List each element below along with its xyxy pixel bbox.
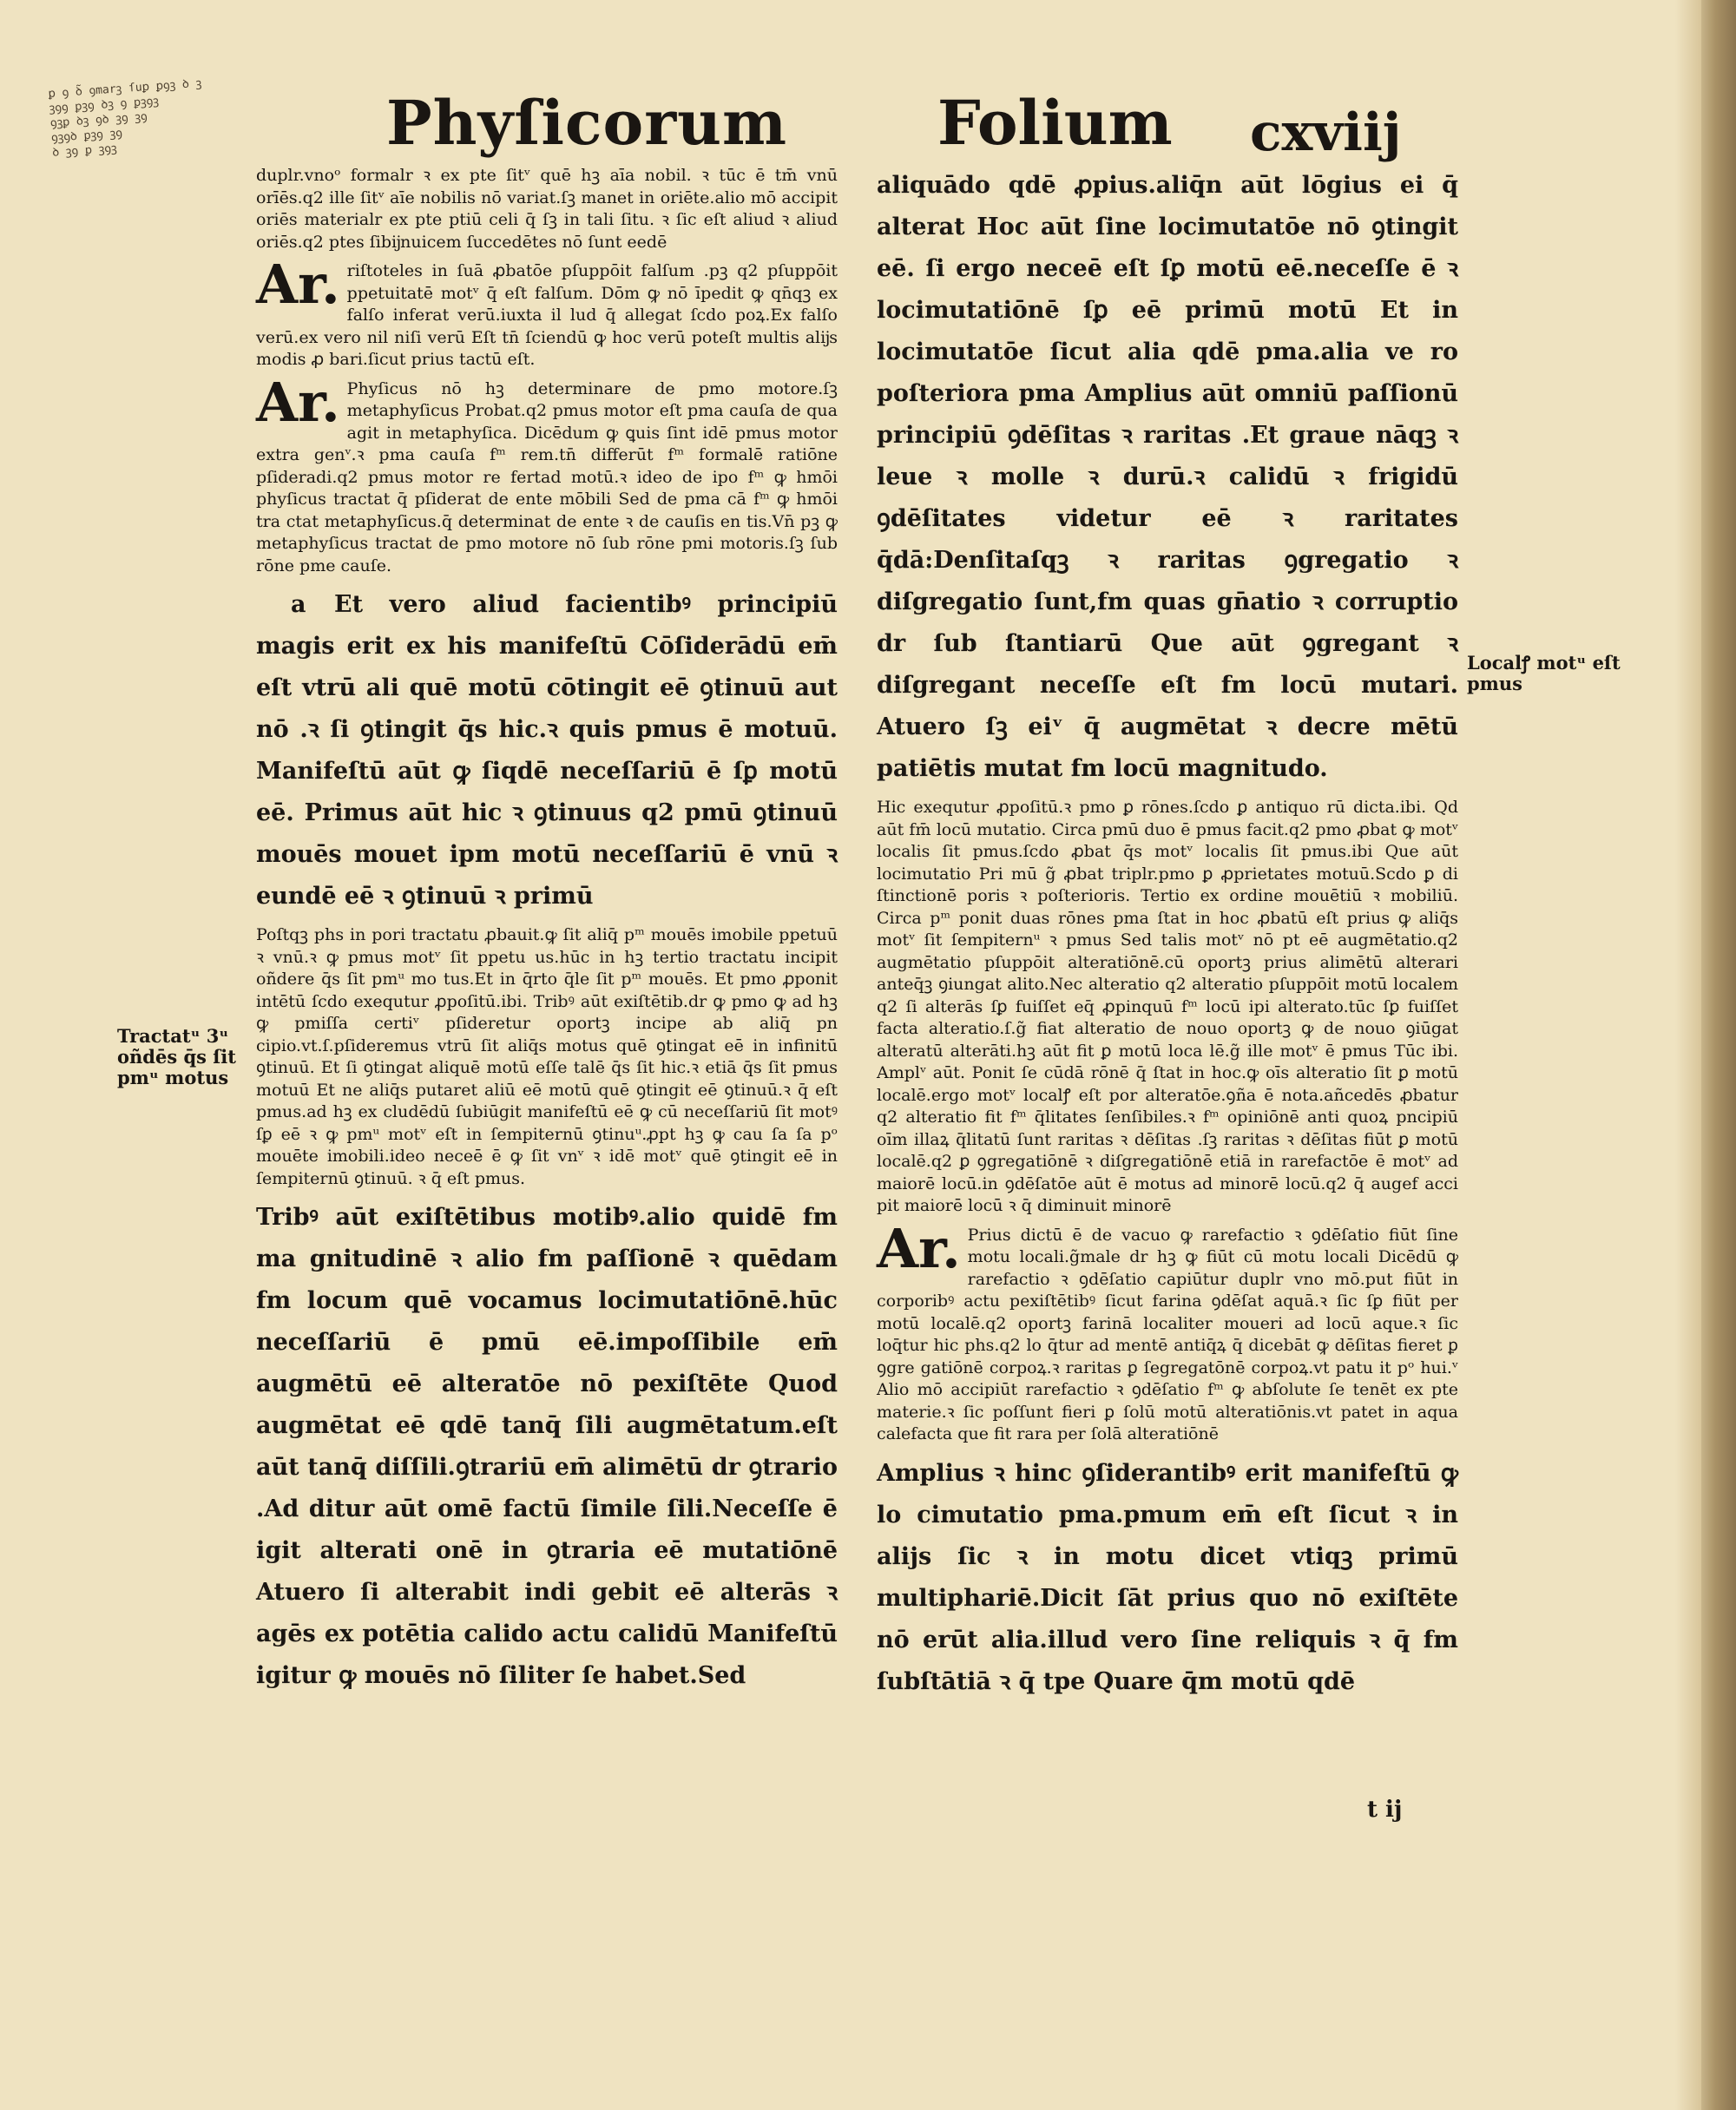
left-paragraph-3 bbox=[256, 370, 838, 578]
paragraph-marker-a: a bbox=[291, 591, 306, 618]
running-header-right: Folium bbox=[937, 87, 1173, 159]
left-paragraph-1: duplr.vnoᵒ formalr ꝛ ex pte ſitᵛ quē hꝫ aīa nobil. ꝛ tūc ē tm̄ vnū orīēs.q2 ille ſitᵛ aīe nobilis nō variat.ſꝫ manet in oriēte.alio mō accipit oriēs materialr ex pte ptiū celi q̄ ſꝫ in tali ſitu. ꝛ ſic eſt aliud ꝛ aliud oriēs.q2 ptes ſibĳnuicem ſuccedētes nō ſunt eedē bbox=[256, 166, 838, 252]
right-paragraph-1: aliquādo qdē ꝓpius.aliq̄n aūt lōgius ei q̄ alterat Hoc aūt ſine locimutatōe nō ꝯtingit eē. ſi ergo neceē eſt ſꝑ motū eē.neceſſe ē ꝛ locimutatiōnē ſꝑ eē primū motū Et in locimutatōe ſicut alia qdē pma.alia ve ro poſteriora pma Amplius aūt omniū paſſionū principiū ꝯdēſitas ꝛ raritas .Et graue nāqꝫ ꝛ leue ꝛ molle ꝛ durū.ꝛ calidū ꝛ frigidū ꝯdēſitates videtur eē ꝛ raritates q̄dā:Denſitaſqꝫ ꝛ raritas ꝯgregatio ꝛ diſgregatio ſunt,fm quas gn̄atio ꝛ corruptio dr ſub ſtantiarū Que aūt ꝯgregant ꝛ diſgregant neceſſe eſt fm locū mutari. Atuero ſꝫ eiᵛ q̄ augmētat ꝛ decre mētū patiētis mutat fm locū magnitudo. bbox=[877, 172, 1458, 782]
left-paragraph-4 bbox=[256, 584, 838, 917]
initial-ar-3: Ar. bbox=[877, 1216, 961, 1280]
left-paragraph-2 bbox=[256, 253, 838, 371]
right-paragraph-3-text: Prius dictū ē de vacuo ꝙ rarefactio ꝛ ꝯdēſatio fiūt ſine motu locali.g̃male dr hꝫ ꝙ fiūt cū motu locali Dicēdū ꝙ rarefactio ꝛ ꝯdēſatio capiūtur duplr vno mō.put fiūt in corporibꝰ actu pexiſtētibꝰ ſicut farina ꝯdēſat aquā.ꝛ ſic ſꝑ fiūt per motū localē.q2 oportꝫ farinā localiter moueri ad locū aque.ꝛ ſic loq̄tur hic phs.q2 lo q̄tur ad mentē antiq̄ꝝ q̄ dicebāt ꝙ dēſitas fieret ꝑ ꝯgre gatiōnē corpoꝝ.ꝛ raritas ꝑ ſegregatōnē corpoꝝ.vt patu it pᵒ hui.ᵛ Alio mō accipiūt rarefactio ꝛ ꝯdēſatio fᵐ ꝙ abſolute ſe tenēt ex pte materie.ꝛ ſic poſſunt fieri ꝑ ſolū motū alteratiōnis.vt patet in aqua calefacta que fit rara per ſolā alteratiōnē bbox=[877, 1225, 1458, 1443]
running-header-left: Phyſicorum bbox=[386, 87, 788, 159]
folio-number: cxviij bbox=[1250, 102, 1402, 163]
right-paragraph-3 bbox=[877, 1216, 1458, 1446]
left-column bbox=[256, 165, 838, 1697]
left-paragraph-4-text: Et vero aliud facientibꝰ principiū magis erit ex his manifeſtū Cōſiderādū em̄ eſt vtrū ali quē motū cōtingit eē ꝯtinuū aut nō .ꝛ ſi ꝯtingit q̄s hic.ꝛ quis pmus ē motuū. Manifeſtū aūt ꝙ ſiqdē neceſſariū ē ſꝑ motū eē. Primus aūt hic ꝛ ꝯtinuus q2 pmū ꝯtinuū mouēs mouet ipm motū neceſſariū ē vnū ꝛ eundē eē ꝛ ꝯtinuū ꝛ primū bbox=[256, 591, 838, 910]
left-paragraph-2-text: riſtoteles in ſuā ꝓbatōe pſuppōit falſum .pꝫ q2 pſuppōit ppetuitatē motᵛ q̄ eſt falſum. Dōm ꝙ nō īpedit ꝙ qn̄qꝫ ex falſo inferat verū.iuxta il lud q̄ allegat ſcdo poꝝ.Ex falſo verū.ex vero nil niſi verū Eſt tn̄ ſciendū ꝙ hoc verū poteſt multis alĳs modis ꝓ bari.ſicut prius tactū eſt. bbox=[256, 261, 838, 369]
left-paragraph-5: Poſtqꝫ phs in pori tractatu ꝓbauit.ꝙ ſit aliq̄ pᵐ mouēs imobile ppetuū ꝛ vnū.ꝛ ꝙ pmus motᵛ ſit ppetu us.hūc in hꝫ tertio tractatu incipit oñdere q̄s ſit pmᵘ mo tus.Et in q̄rto q̄le ſit pᵐ mouēs. Et pmo ꝓponit intētū ſcdo exequtur ꝓpoſitū.ibi. Tribꝰ aūt exiſtētib.dr ꝙ pmo ꝙ ad hꝫ ꝙ pmiſſa certiᵛ pſideretur oportꝫ incipe ab aliq̄ pn cipio.vt.ſ.pſideremus vtrū ſit aliq̄s motus quē ꝯtingat eē in infinitū ꝯtinuū. Et ſi ꝯtingat aliquē motū eſſe talē q̄s ſit hic.ꝛ etiā q̄s ſit pmus motuū Et ne aliq̄s putaret aliū eē motū quē ꝯtingit eē ꝯtinuū.ꝛ q̄ eſt pmus.ad hꝫ ex cludēdū ſubiūgit manifeſtū eē ꝙ cū neceſſariū ſit motꝰ ſꝑ eē ꝛ ꝙ pmᵘ motᵛ eſt in ſempiternū ꝯtinuᵘ.ꝓpt hꝫ ꝙ cau ſa ſa pᵒ mouēte imobili.ideo neceē ē ꝙ ſit vnᵛ ꝛ idē motᵛ quē ꝯtingit eē in ſempiternū ꝯtinuū. ꝛ q̄ eſt pmus. bbox=[256, 925, 838, 1188]
signature-mark: t ij bbox=[1367, 1797, 1403, 1823]
handwritten-marginalia: ꝑ ꝯ ꝺ̃ ꝯmarꝫ ſuꝑ ꝑꝯꝫ ꝺ ꝫ ꝫꝯꝯ ꝑꝫꝯ ꝺꝫ ꝯ ꝑꝫꝯꝫ ꝯꝫꝑ ꝺꝫ ꝯꝺ ꝫꝯ ꝫꝯ ꝯꝫꝯꝺ ꝑꝫꝯ ꝫꝯ ꝺ ꝫꝯ ꝑ ꝫꝯꝫ bbox=[48, 76, 202, 160]
side-note-right: Localꝭ motᵘ eſt pmus bbox=[1467, 652, 1621, 694]
left-paragraph-6: Tribꝰ aūt exiſtētibus motibꝰ.alio quidē fm ma gnitudinē ꝛ alio fm paſſionē ꝛ quēdam fm locum quē vocamus locimutatiōnē.hūc neceſſariū ē pmū eē.impoſſibile em̄ augmētū eē alteratōe nō pexiſtēte Quod augmētat eē qdē tanq̄ ſili augmētatum.eſt aūt tanq̄ diſſili.ꝯtrariū em̄ alimētū dr ꝯtrario .Ad ditur aūt omē factū ſimile ſili.Neceſſe ē igit alterati onē in ꝯtraria eē mutatiōnē Atuero ſi alterabit indi gebit eē alterās ꝛ agēs ex potētia calido actu calidū Manifeſtū igitur ꝙ mouēs nō ſiliter ſe habet.Sed bbox=[256, 1204, 838, 1689]
left-paragraph-3-text: Phyſicus nō hꝫ determinare de pmo motore.ſꝫ metaphyſicus Probat.q2 pmus motor eſt pma cauſa de qua agit in metaphyſica. Dicēdum ꝙ ꝗuis ſint idē pmus motor extra genᵛ.ꝛ pma cauſa fᵐ rem.tn̄ differūt fᵐ formalē ratiōne pſideradi.q2 pmus motor re fertad motū.ꝛ ideo de ipo fᵐ ꝙ hmōi phyſicus tractat q̄ pſiderat de ente mōbili Sed de pma cā fᵐ ꝙ hmōi tra ctat metaphyſicus.q̄ determinat de ente ꝛ de cauſis en tis.Vn̄ pꝫ ꝙ metaphyſicus tractat de pmo motore nō ſub rōne pmi motoris.ſꝫ ſub rōne pme cauſe. bbox=[256, 378, 838, 575]
right-column bbox=[877, 165, 1458, 1703]
initial-ar-2: Ar. bbox=[256, 370, 340, 434]
side-note-left: Tractatᵘ 3ᵘ oñdēs q̄s ſit pmᵘ motus bbox=[117, 1025, 236, 1088]
page-gutter-shadow bbox=[1675, 0, 1701, 2110]
right-paragraph-4: Amplius ꝛ hinc ꝯſiderantibꝰ erit manifeſtū ꝙ lo cimutatio pma.pmum em̄ eſt ſicut ꝛ in alĳs ſic ꝛ in motu dicet vtiqꝫ primū multiphariē.Dicit ſāt prius quo nō exiſtēte nō erūt alia.illud vero ſine reliquis ꝛ q̄ fm ſubſtātiā ꝛ q̄ tpe Quare q̄m motū qdē bbox=[877, 1459, 1458, 1695]
book-edge bbox=[1701, 0, 1736, 2110]
right-paragraph-2: Hic exequtur ꝓpoſitū.ꝛ pmo ꝑ rōnes.ſcdo ꝑ antiquo rū dicta.ibi. Qd aūt fm̄ locū mutatio. Circa pmū duo ē pmus facit.q2 pmo ꝓbat ꝙ motᵛ localis ſit pmus.ſcdo ꝓbat q̄s motᵛ localis ſit pmus.ibi Que aūt locimutatio Pri mū g̃ ꝓbat triplr.pmo ꝑ ꝓprietates motuū.Scdo ꝑ di ſtinctionē poris ꝛ poſterioris. Tertio ex ordine mouētiū ꝛ mobiliū. Circa pᵐ ponit duas rōnes pma ſtat in hoc ꝓbatū eſt prius ꝙ aliq̄s motᵛ ſit ſempiternᵘ ꝛ pmus Sed talis motᵛ nō pt eē augmētatio.q2 augmētatio pſuppōit alteratiōnē.cū oportꝫ prius alimētū alterari anteq̄ꝫ ꝯiungat alito.Nec alteratio q2 alteratio pſuppōit motū localem q2 ſi alterās ſꝑ fuiſſet eq̄ ꝓpinquū fᵐ locū ipi alterato.tūc ſꝑ fuiſſet facta alteratio.ſ.g̃ fiat alteratio de nouo oportꝫ ꝙ de nouo ꝯiūgat alteratū alterāti.hꝫ aūt fit ꝑ motū loca lē.g̃ ille motᵛ ē pmus Tūc ibi. Amplᵛ aūt. Ponit ſe cūdā rōnē q̄ ſtat in hoc.ꝙ oīs alteratio ſit ꝑ motū localē.ergo motᵛ localꝭ eſt por alteratōe.ꝯña ē nota.añcedēs ꝓbatur q2 alteratio fit fᵐ q̄litates ſenſibiles.ꝛ fᵐ opiniōnē anti quoꝝ pncipiū oīm illaꝝ q̄litatū ſunt raritas ꝛ dēſitas .ſꝫ raritas ꝛ dēſitas fiūt ꝑ motū localē.q2 ꝑ ꝯgregatiōnē ꝛ diſgregatiōnē etiā in rarefactōe ē motᵛ ad maiorē locū.in ꝯdēſatōe aūt ē motus ad minorē locū.q2 q̄ augef acci pit maiorē locū ꝛ q̄ diminuit minorē bbox=[877, 798, 1458, 1215]
initial-ar-1: Ar. bbox=[256, 253, 340, 316]
